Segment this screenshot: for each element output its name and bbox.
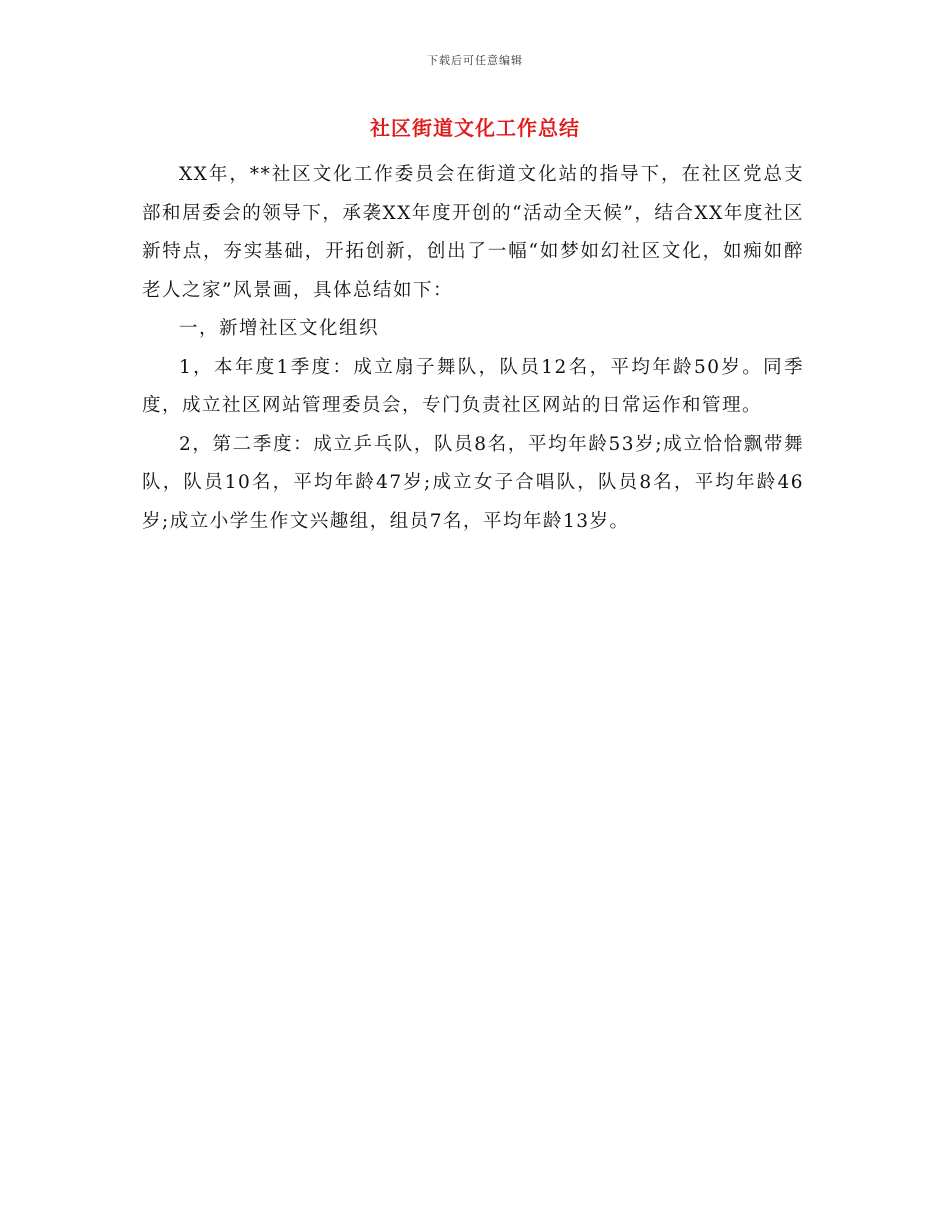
section-heading-new-organizations: 一，新增社区文化组织 bbox=[179, 318, 380, 339]
paragraph-first-quarter: 1，本年度1季度：成立扇子舞队，队员12名，平均年龄50岁。同季度，成立社区网站管理委员会，专门负责社区网站的日常运作和管理。 bbox=[142, 356, 804, 416]
document-body bbox=[142, 156, 804, 541]
paragraph-intro: XX年，**社区文化工作委员会在街道文化站的指导下，在社区党总支部和居委会的领导下，承袭XX年度开创的“活动全天候”，结合XX年度社区新特点，夯实基础，开拓创新，创出了一幅“如梦如幻社区文化，如痴如醉老人之家”风景画，具体总结如下： bbox=[142, 164, 804, 301]
paragraph-second-quarter: 2，第二季度：成立乒乓队，队员8名，平均年龄53岁;成立恰恰飘带舞队，队员10名，平均年龄47岁;成立女子合唱队，队员8名，平均年龄46岁;成立小学生作文兴趣组，组员7名，平均年龄13岁。 bbox=[142, 433, 804, 532]
document-title: 社区街道文化工作总结 bbox=[370, 116, 580, 140]
page-header-note: 下载后可任意编辑 bbox=[427, 54, 523, 67]
